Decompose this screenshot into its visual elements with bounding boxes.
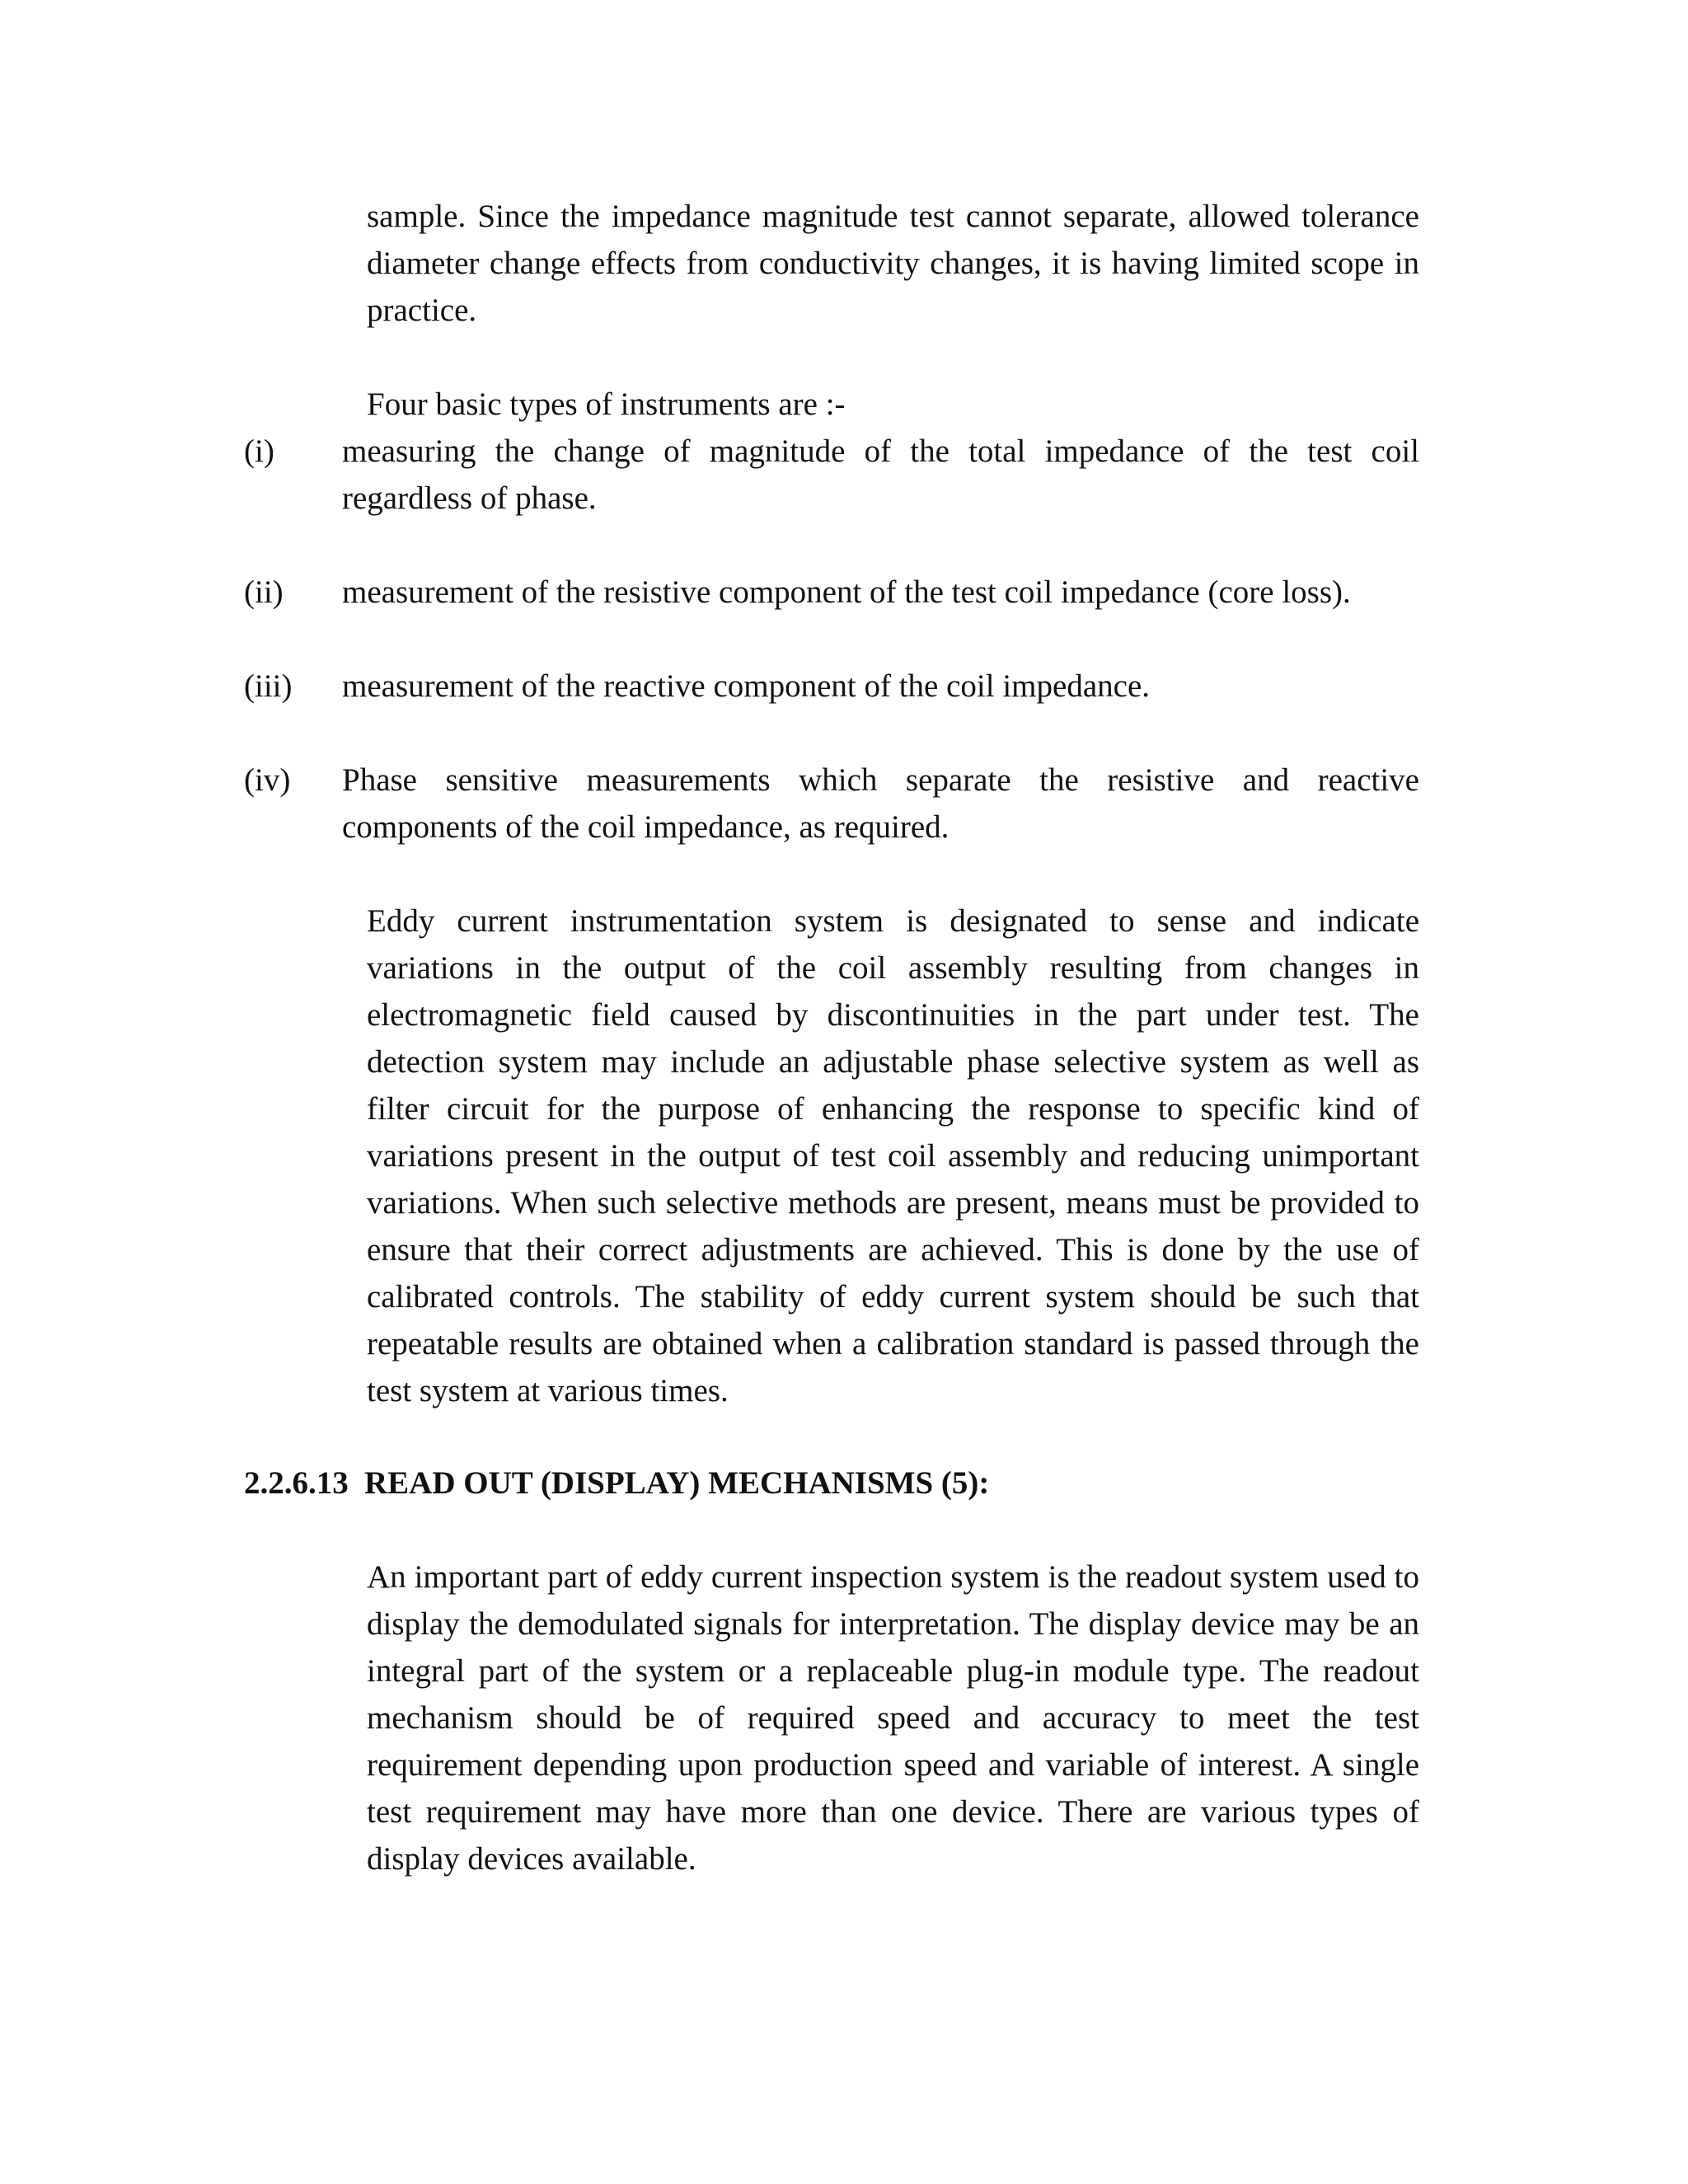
list-item bbox=[244, 569, 1419, 616]
section-title: READ OUT (DISPLAY) MECHANISMS (5): bbox=[364, 1465, 990, 1501]
list-item bbox=[244, 428, 1419, 522]
list-intro: Four basic types of instruments are :- bbox=[367, 387, 846, 422]
list-item-text: measurement of the reactive component of the coil impedance. bbox=[342, 668, 1151, 704]
paragraph-eddy-current-instrumentation: Eddy current instrumentation system is designated to sense and indicate variations in the output of the coil assembly resulting from changes in electromagnetic field caused by discontinuities in the part under test. The detection system may include an adjustable phase selective system as well as filter circuit for the purpose of enhancing the response to specific kind of variations present in the output of test coil assembly and reducing unimportant variations. When such selective methods are present, means must be provided to ensure that their correct adjustments are achieved. This is done by the use of calibrated controls. The stability of eddy current system should be such that repeatable results are obtained when a calibration standard is passed through the test system at various times. bbox=[367, 903, 1419, 1408]
list-item-number: (ii) bbox=[244, 574, 284, 610]
list-item-text: measuring the change of magnitude of the total impedance of the test coil regardless of phase. bbox=[342, 434, 1419, 516]
list-item-number: (iv) bbox=[244, 762, 291, 798]
list-item-number: (i) bbox=[244, 434, 274, 469]
paragraph-readout-system: An important part of eddy current inspection system is the readout system used to display the demodulated signals for interpretation. The display device may be an integral part of the system or a replaceable plug-in module type. The readout mechanism should be of required speed and accuracy to meet the test requirement depending upon production speed and variable of interest. A single test requirement may have more than one device. There are various types of display devices available. bbox=[367, 1559, 1419, 1877]
paragraph-continuation: sample. Since the impedance magnitude test cannot separate, allowed tolerance diameter change effects from conductivity changes, it is having limited scope in practice. bbox=[367, 199, 1419, 328]
list-item bbox=[244, 663, 1419, 710]
list-item-text: measurement of the resistive component of the test coil impedance (core loss). bbox=[342, 574, 1351, 610]
section-heading bbox=[244, 1460, 989, 1507]
list-item-number: (iii) bbox=[244, 668, 293, 704]
section-number: 2.2.6.13 bbox=[244, 1465, 349, 1501]
list-item-text: Phase sensitive measurements which separate the resistive and reactive components of the coil impedance, as required. bbox=[342, 762, 1419, 845]
list-item bbox=[244, 757, 1419, 851]
